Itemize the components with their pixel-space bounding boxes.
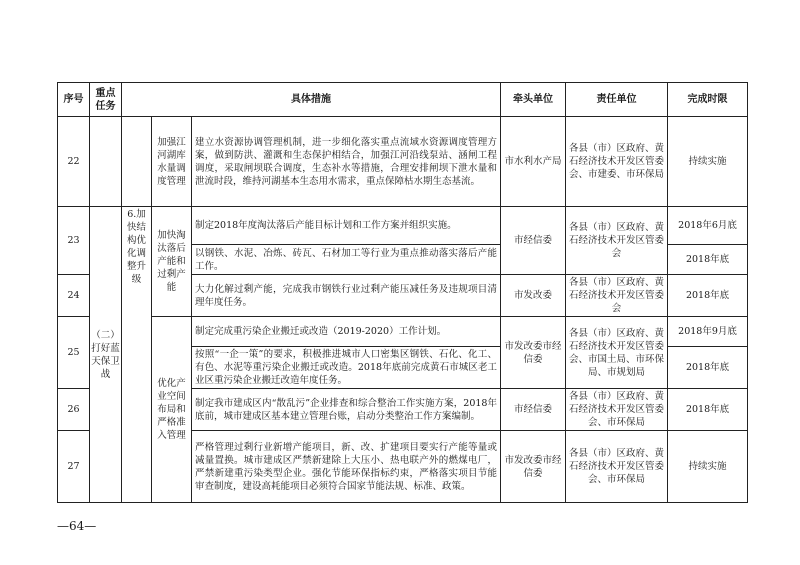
deadline: 2018年9月底 (668, 317, 748, 347)
deadline: 2018年6月底 (668, 207, 748, 245)
row-number: 24 (58, 275, 90, 317)
lead-unit: 市经信委 (501, 207, 566, 275)
row-number: 22 (58, 117, 90, 207)
deadline: 2018年底 (668, 245, 748, 275)
measure-text: 大力化解过剩产能，完成我市钢铁行业过剩产能压减任务及违规项目清理年度任务。 (192, 275, 501, 317)
task-sub: 6.加快结构优化调整升级 (122, 207, 152, 503)
measure-text: 制定我市建成区内“散乱污”企业排查和综合整治工作实施方案，2018年底前，城市建成区基本建立管理台账，启动分类整治工作方案编制。 (192, 389, 501, 431)
task-sub-cell (122, 117, 152, 207)
row-number: 25 (58, 317, 90, 389)
responsible-unit: 各县（市）区政府、黄石经济技术开发区管委会 (566, 207, 668, 275)
measures-table (57, 82, 748, 503)
measure-text: 制定2018年度淘汰落后产能目标计划和工作方案并组织实施。 (192, 207, 501, 245)
lead-unit: 市发改委市经信委 (501, 431, 566, 503)
row-number: 27 (58, 431, 90, 503)
measure-text: 按照“一企一策”的要求，积极推进城市人口密集区钢铁、石化、化工、有色、水泥等重污染企业搬迁或改造。2018年底前完成黄石市城区老工业区重污染企业搬迁改造年度任务。 (192, 347, 501, 389)
table-row (58, 207, 748, 245)
lead-unit: 市发改委市经信委 (501, 317, 566, 389)
task-group: （二）打好蓝天保卫战 (90, 207, 122, 503)
lead-unit: 市经信委 (501, 389, 566, 431)
deadline: 持续实施 (668, 117, 748, 207)
deadline: 2018年底 (668, 275, 748, 317)
measure-text: 以钢铁、水泥、冶炼、砖瓦、石材加工等行业为重点推动落实落后产能工作。 (192, 245, 501, 275)
deadline: 持续实施 (668, 431, 748, 503)
measure-text: 建立水资源协调管理机制，进一步细化落实重点流域水资源调度管理方案，做到防洪、灌溉和生态保护相结合，加强江河沿线泵站、涵闸工程调度，采取闸坝联合调度，生态补水等措施，合理安排闸坝下泄水量和泄流时段，维持河湖基本生态用水需求，重点保障枯水期生态基流。 (192, 117, 501, 207)
header-lead: 牵头单位 (501, 83, 566, 117)
measure-text: 严格管理过剩行业新增产能项目，新、改、扩建项目要实行产能等量或减量置换。城市建成区严禁新建除上大压小、热电联产外的燃煤电厂，严禁新建重污染类型企业。强化节能环保指标约束，严格落实项目节能审查制度，建设高耗能项目必须符合国家节能法规、标准、政策。 (192, 431, 501, 503)
responsible-unit: 各县（市）区政府、黄石经济技术开发区管委会、市环保局 (566, 431, 668, 503)
page-number: —64— (57, 519, 97, 533)
header-task: 重点任务 (90, 83, 122, 117)
deadline: 2018年底 (668, 347, 748, 389)
measure-text: 制定完成重污染企业搬迁或改造（2019-2020）工作计划。 (192, 317, 501, 347)
header-row (58, 83, 748, 117)
task-cell (90, 117, 122, 207)
sub-measure: 加强江河湖库水量调度管理 (152, 117, 192, 207)
header-measures: 具体措施 (122, 83, 501, 117)
responsible-unit: 各县（市）区政府、黄石经济技术开发区管委会、市建委、市环保局 (566, 117, 668, 207)
sub-measure: 优化产业空间布局和严格准入管理 (152, 317, 192, 503)
header-time: 完成时限 (668, 83, 748, 117)
lead-unit: 市水利水产局 (501, 117, 566, 207)
deadline: 2018年底 (668, 389, 748, 431)
lead-unit: 市发改委 (501, 275, 566, 317)
sub-measure: 加快淘汰落后产能和过剩产能 (152, 207, 192, 317)
row-number: 23 (58, 207, 90, 275)
table-row (58, 117, 748, 207)
responsible-unit: 各县（市）区政府、黄石经济技术开发区管委会 (566, 275, 668, 317)
table-row (58, 317, 748, 347)
row-number: 26 (58, 389, 90, 431)
header-resp: 责任单位 (566, 83, 668, 117)
header-seq: 序号 (58, 83, 90, 117)
responsible-unit: 各县（市）区政府、黄石经济技术开发区管委会、市国土局、市环保局、市规划局 (566, 317, 668, 389)
responsible-unit: 各县（市）区政府、黄石经济技术开发区管委会、市环保局 (566, 389, 668, 431)
